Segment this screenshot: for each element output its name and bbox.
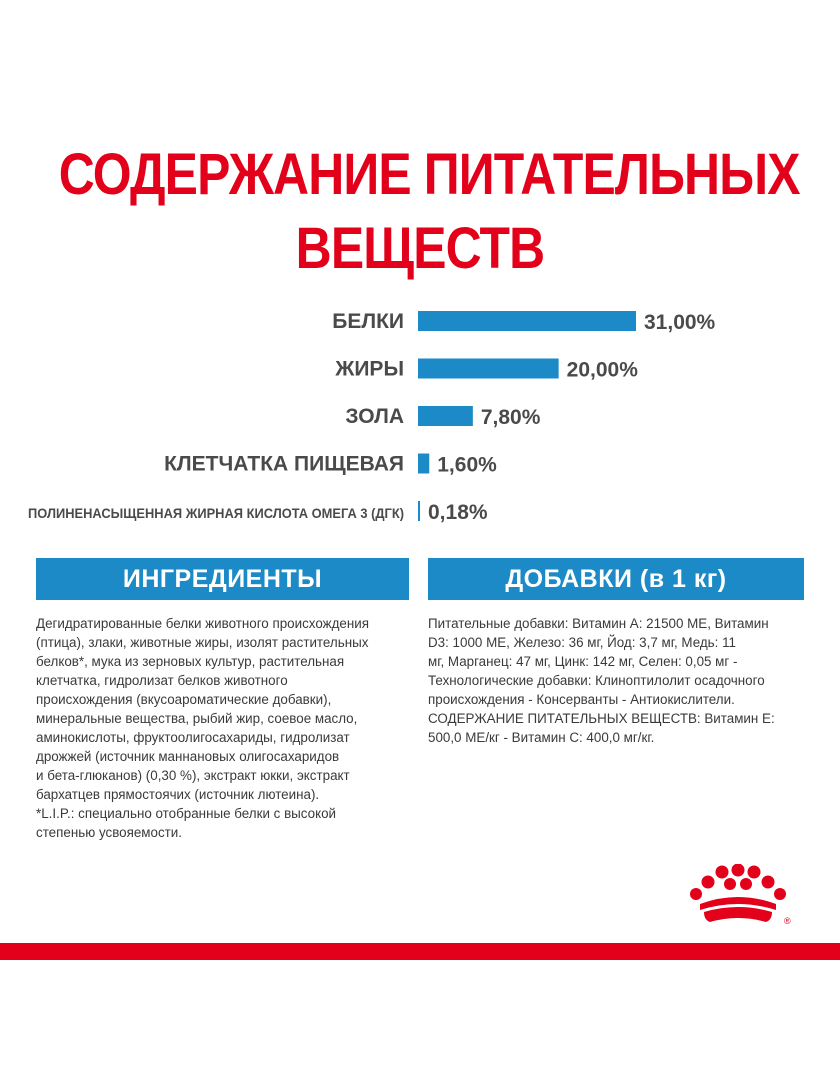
page-title-line-2: ВЕЩЕСТВ (295, 216, 545, 281)
ingredients-line: бархатцев прямостоячих (источник лютеина). (36, 787, 320, 802)
category-label: КЛЕТЧАТКА ПИЩЕВАЯ (164, 452, 404, 476)
crown-icon (688, 864, 800, 928)
registered-mark: ® (784, 916, 791, 926)
crown-dots (690, 864, 786, 900)
value-label: 31,00% (644, 311, 716, 334)
additives-line: D3: 1000 МЕ, Железо: 36 мг, Йод: 3,7 мг, Медь: 11 (428, 635, 737, 650)
crown-band-bottom (704, 907, 772, 922)
red-footer-band (0, 943, 840, 960)
additives-header: ДОБАВКИ (в 1 кг) (428, 558, 804, 600)
page-title (58, 138, 800, 286)
ingredients-header: ИНГРЕДИЕНТЫ (36, 558, 409, 600)
ingredients-line: белков*, мука из зерновых культур, растительная (36, 654, 345, 669)
ingredients-line: происхождения (вкусоароматические добавки), (36, 692, 332, 707)
ingredients-line: (птица), злаки, животные жиры, изолят растительных (36, 635, 369, 650)
category-label: ЗОЛА (345, 405, 404, 428)
additives-line: СОДЕРЖАНИЕ ПИТАТЕЛЬНЫХ ВЕЩЕСТВ: Витамин Е: (428, 711, 775, 726)
page-title-line-1: СОДЕРЖАНИЕ ПИТАТЕЛЬНЫХ (58, 142, 800, 207)
additives-line: мг, Марганец: 47 мг, Цинк: 142 мг, Селен: 0,05 мг - (428, 654, 738, 669)
value-label: 0,18% (428, 501, 488, 524)
ingredients-line: клетчатка, гидролизат белков животного (36, 673, 288, 688)
additives-line: происхождения - Консерванты - Антиокислители. (428, 692, 735, 707)
bar (418, 454, 429, 474)
ingredients-line: аминокислоты, фруктоолигосахариды, гидролизат (36, 730, 350, 745)
value-label: 1,60% (437, 453, 497, 477)
chart-svg (0, 300, 840, 530)
bar (418, 311, 636, 331)
additives-text (428, 614, 800, 747)
bar (418, 359, 559, 379)
ingredients-line: дрожжей (источник маннановых олигосахаридов (36, 749, 340, 764)
category-label: БЕЛКИ (332, 310, 404, 333)
bar (418, 501, 420, 521)
additives-line: 500,0 МЕ/кг - Витамин С: 400,0 мг/кг. (428, 730, 655, 745)
category-label: ПОЛИНЕНАСЫЩЕННАЯ ЖИРНАЯ КИСЛОТА ОМЕГА 3 (ДГК) (28, 505, 404, 521)
additives-line: Технологические добавки: Клиноптилолит осадочного (428, 673, 765, 688)
ingredients-line: Дегидратированные белки животного происхождения (36, 616, 369, 631)
value-label: 7,80% (480, 406, 541, 429)
ingredients-line: и бета-глюканов) (0,30 %), экстракт юкки, экстракт (36, 768, 350, 783)
category-label: ЖИРЫ (335, 357, 404, 381)
additives-line: Питательные добавки: Витамин А: 21500 МЕ, Витамин (428, 616, 769, 631)
nutrient-bar-chart (0, 300, 840, 530)
ingredients-line: *L.I.P.: специально отобранные белки с высокой (36, 806, 337, 821)
ingredients-line: степенью усвояемости. (36, 825, 182, 840)
value-label: 20,00% (566, 358, 638, 382)
bar (418, 406, 473, 426)
ingredients-line: минеральные вещества, рыбий жир, соевое масло, (36, 711, 358, 726)
ingredients-text (36, 614, 406, 842)
